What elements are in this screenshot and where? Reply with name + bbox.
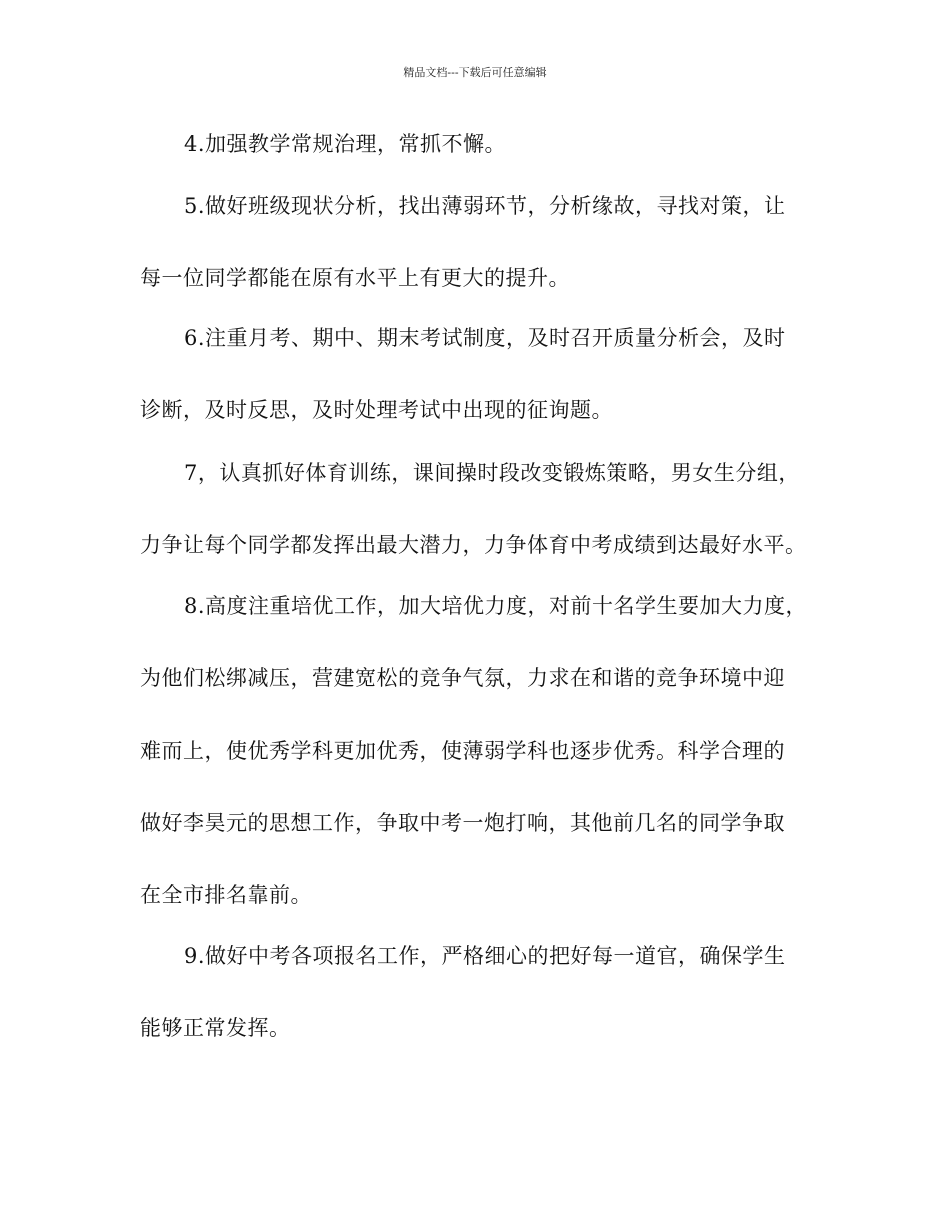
paragraph-line: 做好李昊元的思想工作，争取中考一炮打响，其他前几名的同学争取 — [140, 811, 785, 835]
paragraph-line: 6.注重月考、期中、期末考试制度，及时召开质量分析会，及时 — [184, 326, 786, 350]
paragraph-line: 4.加强教学常规治理，常抓不懈。 — [184, 132, 507, 156]
paragraph-line: 为他们松绑减压，营建宽松的竞争气氛，力求在和谐的竞争环境中迎 — [140, 666, 785, 690]
paragraph-line: 7，认真抓好体育训练，课间操时段改变锻炼策略，男女生分组， — [184, 461, 800, 485]
page-header: 精品文档---下载后可任意编辑 — [403, 66, 547, 79]
paragraph-line: 能够正常发挥。 — [140, 1016, 291, 1040]
paragraph-line: 8.高度注重培优工作，加大培优力度，对前十名学生要加大力度， — [184, 594, 808, 618]
paragraph-line: 9.做好中考各项报名工作，严格细心的把好每一道官，确保学生 — [184, 944, 786, 968]
paragraph-line: 在全市排名靠前。 — [140, 883, 312, 907]
paragraph-line: 难而上，使优秀学科更加优秀，使薄弱学科也逐步优秀。科学合理的 — [140, 739, 785, 763]
paragraph-line: 诊断，及时反思，及时处理考试中出现的征询题。 — [140, 398, 613, 422]
paragraph-line: 力争让每个同学都发挥出最大潜力，力争体育中考成绩到达最好水平。 — [140, 533, 807, 557]
paragraph-line: 每一位同学都能在原有水平上有更大的提升。 — [140, 266, 570, 290]
paragraph-line: 5.做好班级现状分析，找出薄弱环节，分析缘故，寻找对策，让 — [184, 194, 786, 218]
